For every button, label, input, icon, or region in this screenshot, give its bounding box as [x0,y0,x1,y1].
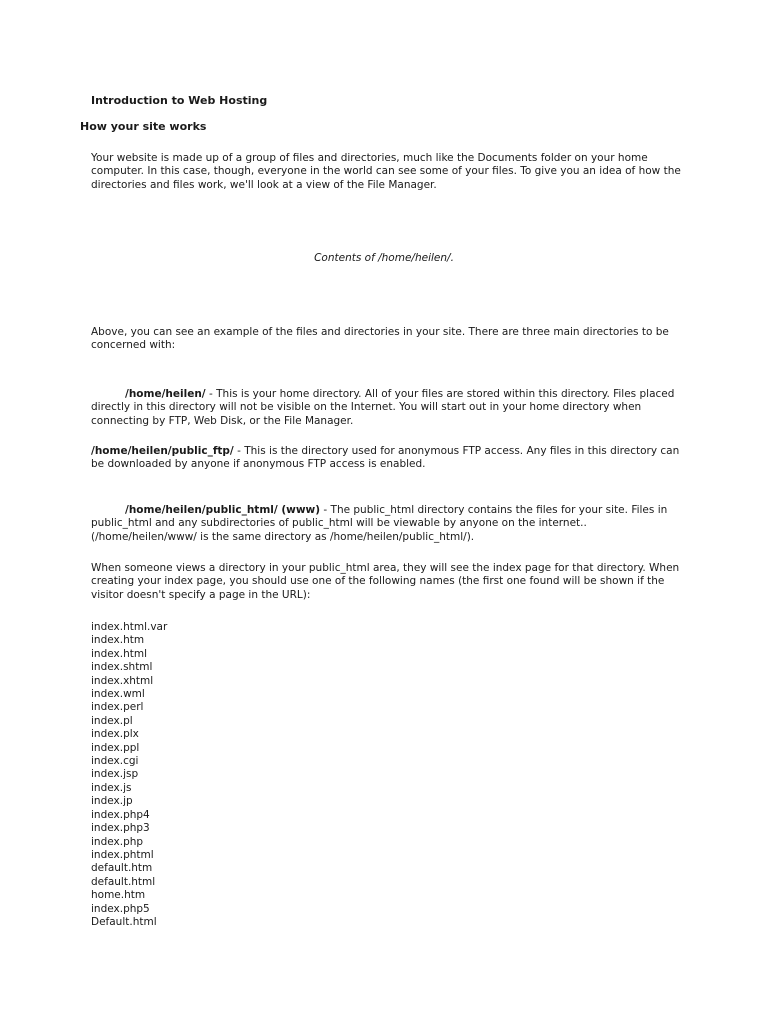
list-item: index.html.var [91,621,168,633]
list-item: index.shtml [91,661,153,674]
list-item: index.php4 [91,808,150,821]
figure-caption: Contents of /home/heilen/. [314,252,454,264]
list-item: Default.html [91,915,157,928]
list-item: index.pl [91,714,133,727]
section-heading: How your site works [80,120,207,133]
directory-path: /home/heilen/public_ftp/ [91,445,234,457]
list-item: index.html [91,647,147,660]
list-item: index.ppl [91,741,140,754]
list-item: index.cgi [91,755,139,768]
list-item: index.htm [91,634,145,647]
directory-entry-home [91,388,691,428]
list-item: index.php [91,835,144,848]
directory-entry-public-html [91,504,691,544]
list-item: index.phtml [91,848,154,861]
directory-path: /home/heilen/ [125,388,206,400]
document-title: Introduction to Web Hosting [91,94,268,107]
list-item: index.xhtml [91,674,154,687]
intro-paragraph: Your website is made up of a group of files and directories, much like the Documents folder on your home computer. In this case, though, everyone in the world can see some of your files. To give you an idea of how the directories and files work, we'll look at a view of the File Manager. [91,152,681,191]
index-filename-list [91,621,291,929]
list-item: default.htm [91,862,153,875]
list-item: default.html [91,875,156,888]
list-item: index.wml [91,688,145,701]
directory-path: /home/heilen/public_html/ (www) [125,504,321,516]
directory-description: - The public_html directory contains the files for your site. Files in public_html and any subdirectories of public_html will be viewable by anyone on the internet.. (/home/heilen/www/ is the same directory as /home/heilen/public_html/). [91,504,668,543]
list-item: index.php3 [91,822,150,835]
list-item: home.htm [91,889,146,902]
list-item: index.perl [91,701,144,714]
index-paragraph: When someone views a directory in your public_html area, they will see the index page for that directory. When creating your index page, you should use one of the following names (the first one found will be shown if the visitor doesn't specify a page in the URL): [91,562,680,601]
overview-paragraph: Above, you can see an example of the files and directories in your site. There are three main directories to be concerned with: [91,326,669,352]
list-item: index.js [91,781,132,794]
list-item: index.jp [91,795,133,808]
directory-description: - This is the directory used for anonymous FTP access. Any files in this directory can be downloaded by anyone if anonymous FTP access is enabled. [91,445,680,471]
list-item: index.plx [91,728,139,741]
directory-description: - This is your home directory. All of your files are stored within this directory. Files placed directly in this directory will not be visible on the Internet. You will start out in your home directory when connecting by FTP, Web Disk, or the File Manager. [91,388,675,427]
directory-entry-public-ftp [91,445,691,472]
list-item: index.php5 [91,902,150,915]
list-item: index.jsp [91,768,139,781]
